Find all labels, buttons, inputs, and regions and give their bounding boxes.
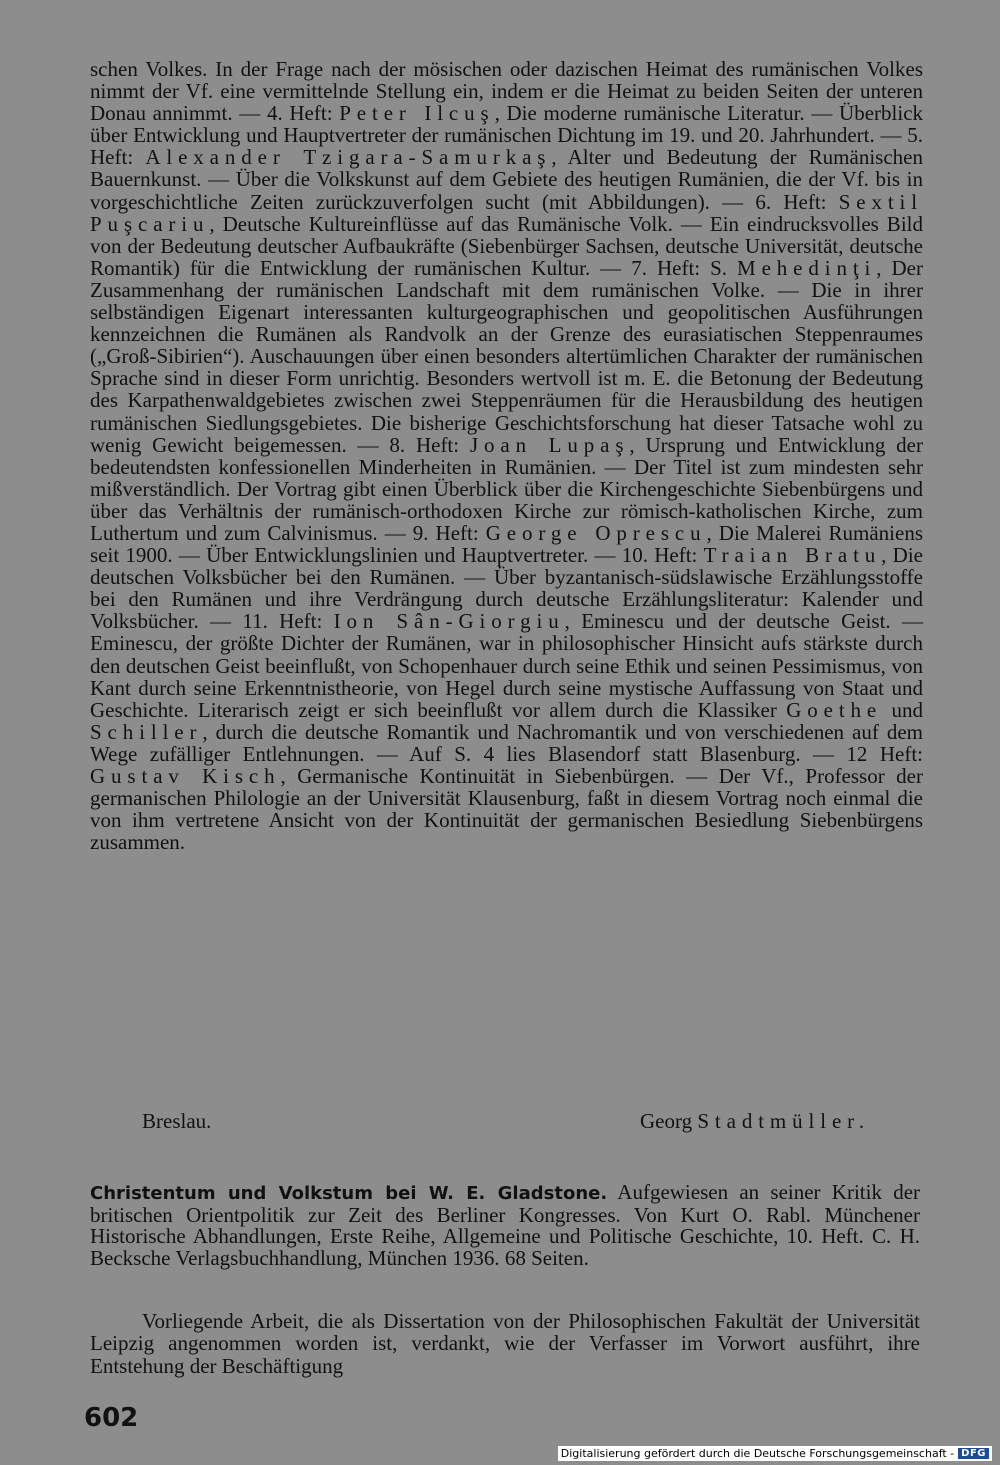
signature-author [640, 1108, 870, 1134]
book-entry [90, 1182, 920, 1269]
review-name-spaced: Joan Lupaş [469, 432, 630, 457]
review-text-segment: , Ursprung und Entwicklung der bedeutendsten konfessionellen Minderheiten in Rumänien. — Der Titel ist zum mindesten sehr mißverständlich. Der Vortrag gibt einen Überblick über die Kirchengeschichte Siebenbürgens und über das Verhältnis der rumänisch-orthodoxen Kirche zur römisch-katholischen Kirche, zum Luthertum und zum Calvinismus. — 9. Heft: [90, 432, 923, 545]
review-name-spaced: Schiller [90, 719, 203, 744]
review-text-segment: , durch die deutsche Romantik und Nachromantik und von verschiedenen auf dem Wege zufälliger Entlehnungen. — Auf S. 4 lies Blasendorf statt Blasenburg. — 12 Heft: [90, 719, 923, 766]
review-text-segment: , Germanische Kontinuität in Siebenbürgen. — Der Vf., Professor der germanischen Philologie an der Universität Klausenburg, faßt in diesem Vortrag noch einmal die von ihm vertretene Ansicht von der Kontinuität der germanischen Besiedlung Siebenbürgens zusammen. [90, 764, 923, 855]
signature-author-first: Georg [640, 1109, 693, 1133]
review-name-spaced: Alexander Tzigara-Samurkaş [145, 145, 552, 170]
review-text [90, 58, 923, 853]
review-name-spaced: George Oprescu [485, 520, 707, 545]
signature-author-last: Stadtmüller. [697, 1109, 870, 1133]
review-paragraph [90, 58, 923, 853]
review-name-spaced: Mehedinţi [737, 255, 877, 280]
review-text-segment: , Die Malerei Rumäniens seit 1900. — Über Entwicklungslinien und Hauptvertreter. — 10. Heft: [90, 520, 923, 568]
review-text-segment: , Alter und Bedeutung der Rumänischen Bauernkunst. — Über die Volkskunst auf dem Gebiete des heutigen Rumänien, die der Vf. bis in vorgeschichtliche Zeiten zurückzuverfolgen sucht (mit Abbildungen). — 6. Heft: [90, 145, 923, 214]
review-text-segment: schen Volkes. In der Frage nach der mösischen oder dazischen Heimat des rumänischen Volkes nimmt der Vf. eine vermittelnde Stellung ein, indem er die Heimat zu beiden Seiten der unteren Donau annimmt. — 4. Heft: [90, 57, 923, 126]
review-text-segment: , Die deutschen Volksbücher bei den Rumänen. — Über byzantanisch-südslawische Erzählungsstoffe bei den Rumänen und ihre Verdrängung durch deutsche Erzählungsliteratur: Kalender und Volksbücher. — 11. Heft: [90, 543, 923, 634]
review-name-spaced: Peter Ilcuş [339, 101, 495, 126]
book-title: Christentum und Volkstum bei W. E. Gladstone. [90, 1183, 608, 1204]
review-name-spaced: Traian Bratu [703, 543, 882, 568]
review-text-segment: , Eminescu und der deutsche Geist. — Eminescu, der größte Dichter der Rumänen, war in philosophischer Hinsicht aufs stärkste durch den deutschen Geist beeinflußt, von Schopenhauer durch seine Ethik und seinen Pessimismus, von Kant durch seine Erkenntnistheorie, von Hegel durch seine mystische Auffassung von Staat und Geschichte. Literarisch zeigt er sich beeinflußt vor allem durch die Klassiker [90, 609, 924, 722]
review-name-spaced: Goethe [786, 697, 883, 722]
review-text-segment: , Der Zusammenhang der rumänischen Landschaft mit dem rumänischen Volke. — Die in ihrer selbständigen Eigenart interessanten kulturgeographischen und geopolitischen Ausführungen kennzeichnen die Rumänen als Randvolk an der Grenze des eurasiatischen Steppenraumes („Groß-Sibirien“). Auschauungen über einen besonders altertümlichen Charakter der rumänischen Sprache sind in dieser Form unrichtig. Besonders wertvoll ist m. E. die Betonung der Bedeutung des Karpathenwaldgebietes zwischen zwei Steppenräumen für die Herausbildung des heutigen rumänischen Siedlungsgebietes. Die bisherige Geschichtsforschung hat dieser Tatsache wohl zu wenig Gewicht beigemessen. — 8. Heft: [90, 255, 924, 457]
footer-text: Digitalisierung gefördert durch die Deutsche Forschungsgemeinschaft - [560, 1447, 955, 1460]
review-name-spaced: Sextil Puşcariu [90, 189, 923, 236]
page-number: 602 [84, 1403, 139, 1433]
review-name-spaced: Ion Sân-Giorgiu [333, 609, 565, 634]
review-text-segment: , Deutsche Kultureinflüsse auf das Rumänische Volk. — Ein eindrucksvolles Bild von der Bedeutung deutscher Aufbaukräfte (Siebenbürger Sachsen, deutsche Universität, deutsche Romantik) für die Entwicklung der rumänischen Kultur. — 7. Heft: S. [90, 211, 923, 280]
review-text-segment: , Die moderne rumänische Literatur. — Überblick über Entwicklung und Hauptvertreter der rumänischen Dichtung im 19. und 20. Jahrhundert. — 5. Heft: [90, 101, 924, 170]
review-intro-paragraph: Vorliegende Arbeit, die als Dissertation von der Philosophischen Fakultät der Universität Leipzig angenommen worden ist, verdankt, wie der Verfasser im Vorwort ausführt, ihre Entstehung der Beschäftigung [90, 1309, 920, 1378]
review-name-spaced: Gustav Kisch [90, 764, 281, 788]
review-text-segment: und [882, 697, 923, 722]
signature-place: Breslau. [142, 1109, 212, 1133]
book-description: Aufgewiesen an seiner Kritik der britischen Orientpolitik zur Zeit des Berliner Kongresses. Von Kurt O. Rabl. Münchener Historische Abhandlungen, Erste Reihe, Allgemeine und Politische Geschichte, 10. Heft. C. H. Becksche Verlagsbuchhandlung, München 1936. 68 Seiten. [90, 1180, 921, 1270]
dfg-logo: DFG [958, 1448, 989, 1459]
digitization-footer [558, 1446, 992, 1461]
